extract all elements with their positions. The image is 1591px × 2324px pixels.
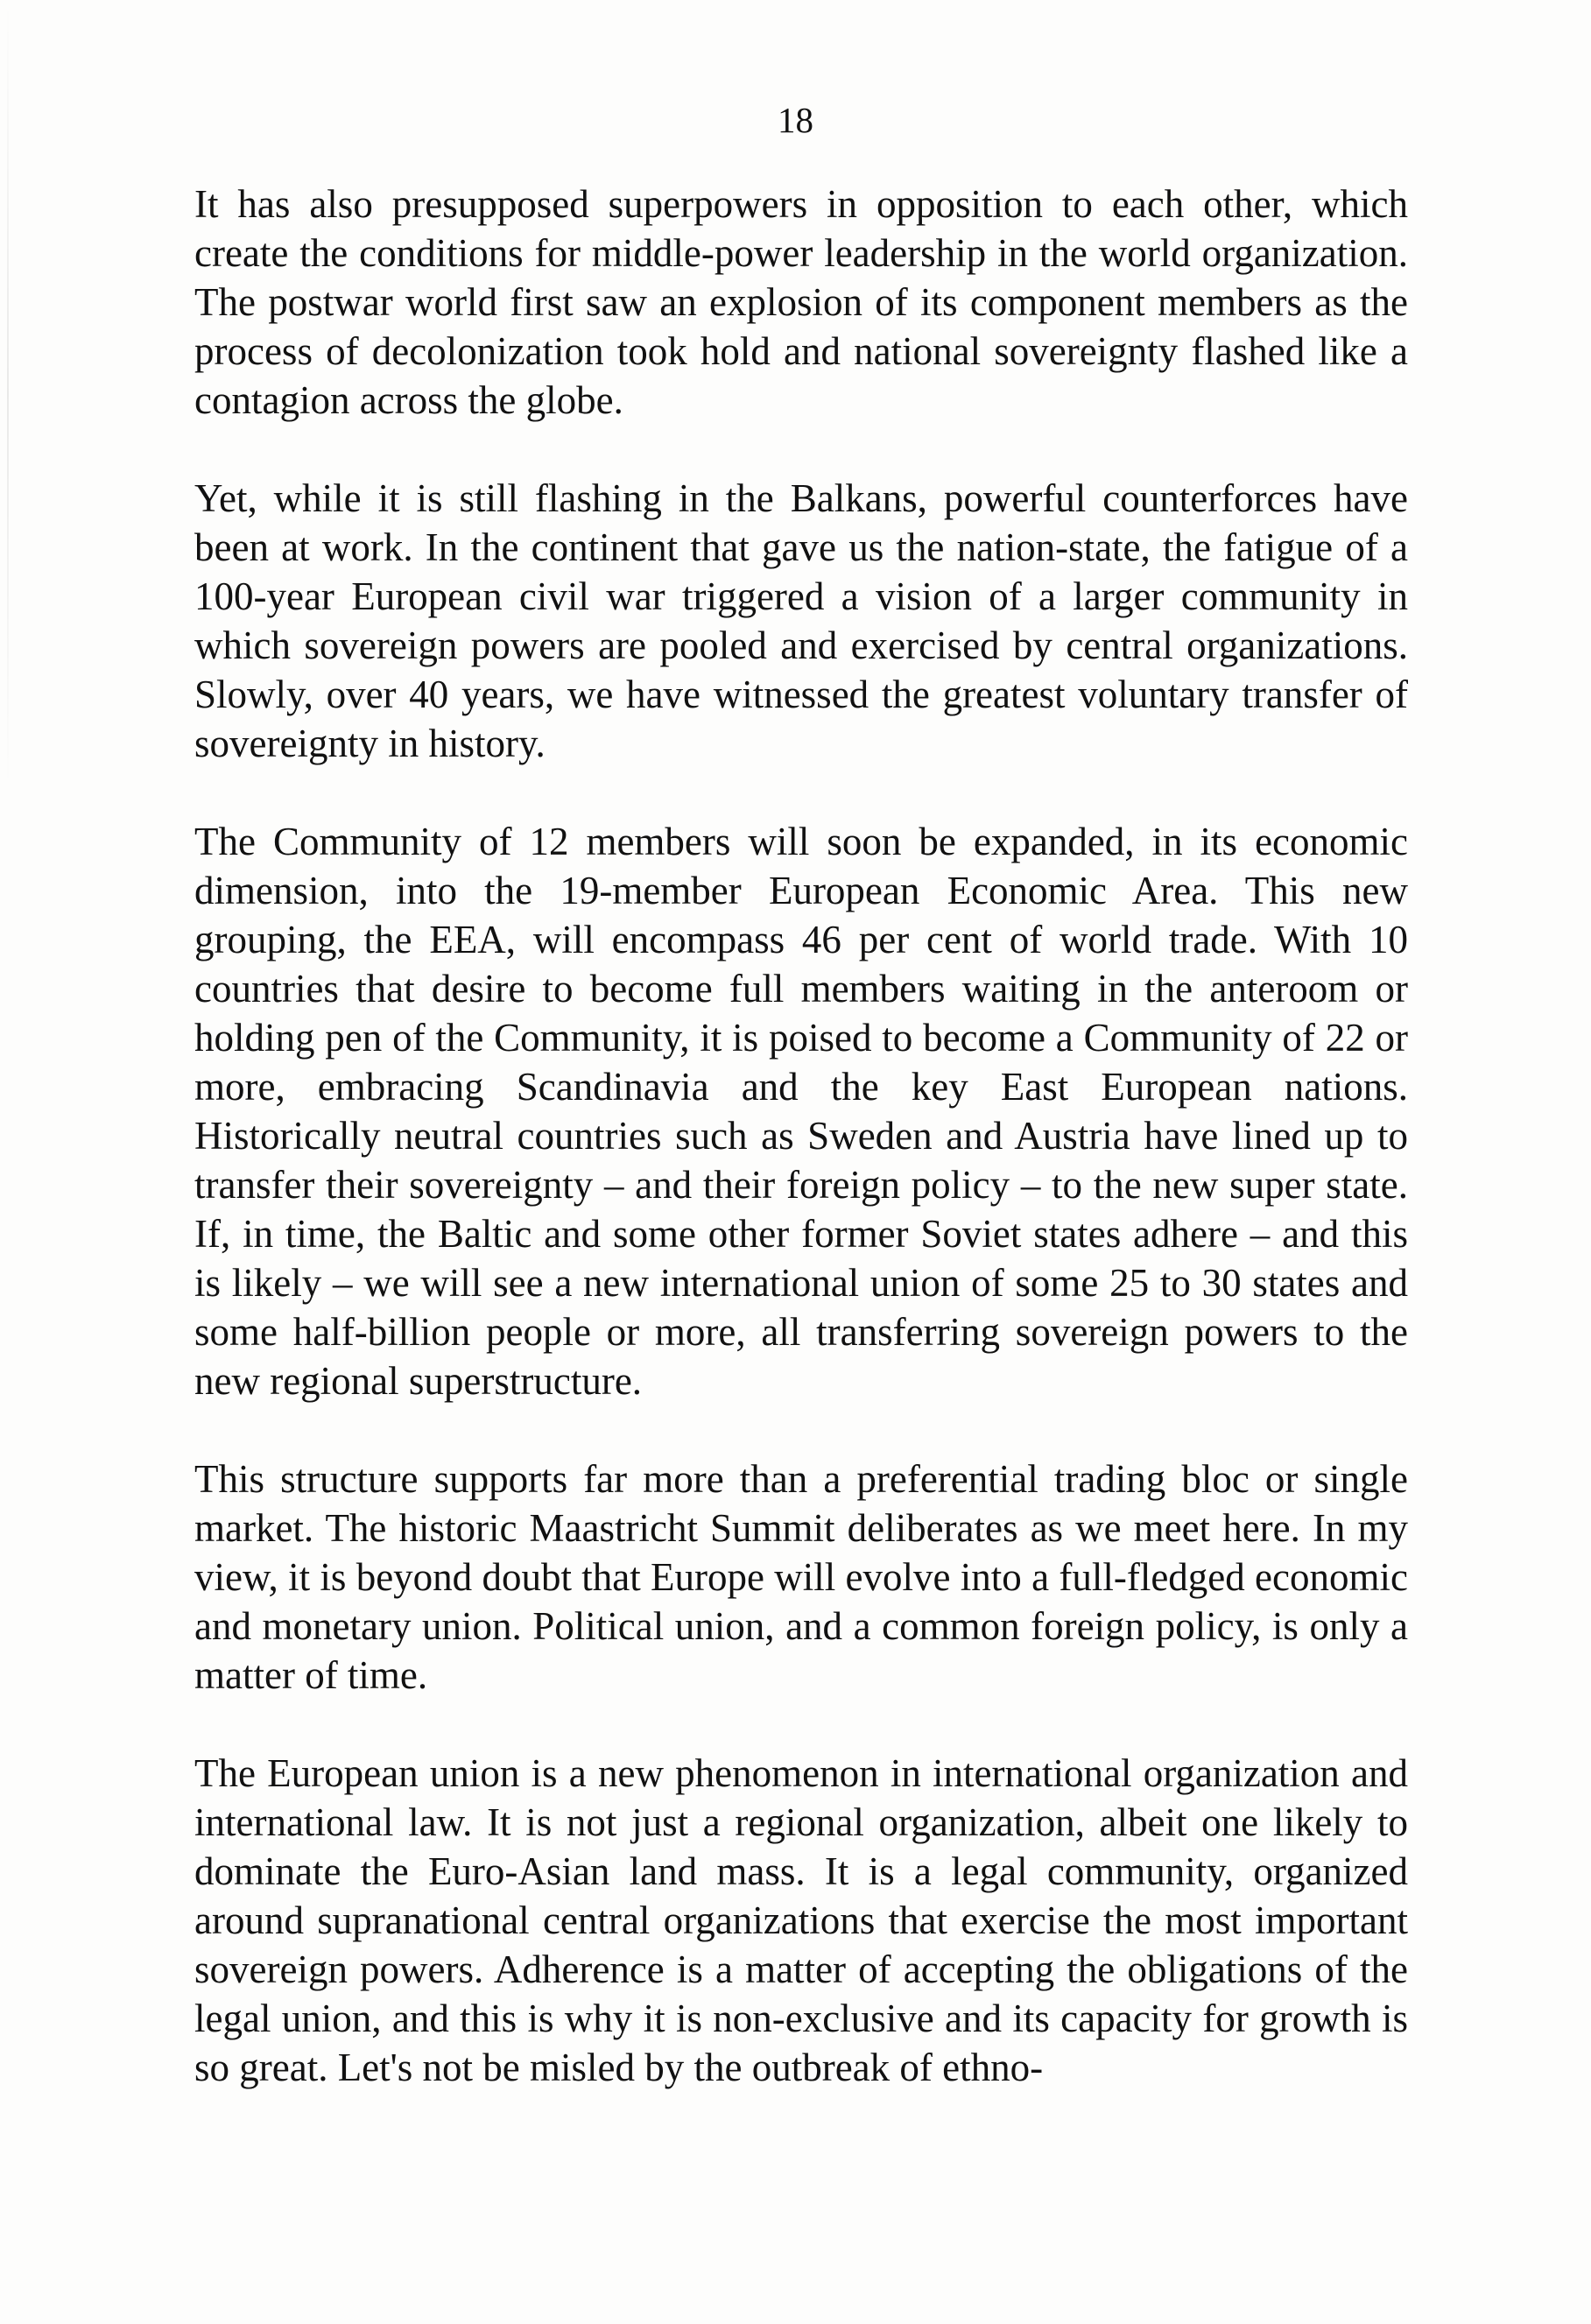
paragraph-2: Yet, while it is still flashing in the Balkans, powerful counterforces have been at work. In the continent that gave us the nation-state, the fatigue of a 100-year European civil war triggered a vision of a larger community in which sovereign powers are pooled and exercised by central organizations. Slowly, over 40 years, we have witnessed the greatest voluntary transfer of sovereignty in history. <box>194 476 1408 765</box>
paragraph-1: It has also presupposed superpowers in opposition to each other, which create the conditions for middle-power leadership in the world organization. The postwar world first saw an explosion of its component members as the process of decolonization took hold and national sovereignty flashed like a contagion across the globe. <box>194 182 1408 422</box>
page-number: 18 <box>778 100 813 140</box>
paragraph-5: The European union is a new phenomenon in international organization and international law. It is not just a regional organization, albeit one likely to dominate the Euro-Asian land mass. It is a legal community, organized around supranational central organizations that exercise the most important sovereign powers. Adherence is a matter of accepting the obligations of the legal union, and this is why it is non-exclusive and its capacity for growth is so great. Let's not be misled by the outbreak of ethno- <box>194 1751 1408 2089</box>
paragraph-4: This structure supports far more than a preferential trading bloc or single market. The historic Maastricht Summit deliberates as we meet here. In my view, it is beyond doubt that Europe will evolve into a full-fledged economic and monetary union. Political union, and a common foreign policy, is only a matter of time. <box>194 1457 1408 1697</box>
body-text <box>194 180 1408 2092</box>
paragraph-3: The Community of 12 members will soon be expanded, in its economic dimension, into the 19-member European Economic Area. This new grouping, the EEA, will encompass 46 per cent of world trade. With 10 countries that desire to become full members waiting in the anteroom or holding pen of the Community, it is poised to become a Community of 22 or more, embracing Scandinavia and the key East European nations. Historically neutral countries such as Sweden and Austria have lined up to transfer their sovereignty – and their foreign policy – to the new super state. If, in time, the Baltic and some other former Soviet states adhere – and this is likely – we will see a new international union of some 25 to 30 states and some half-billion people or more, all transferring sovereign powers to the new regional superstructure. <box>194 820 1408 1403</box>
